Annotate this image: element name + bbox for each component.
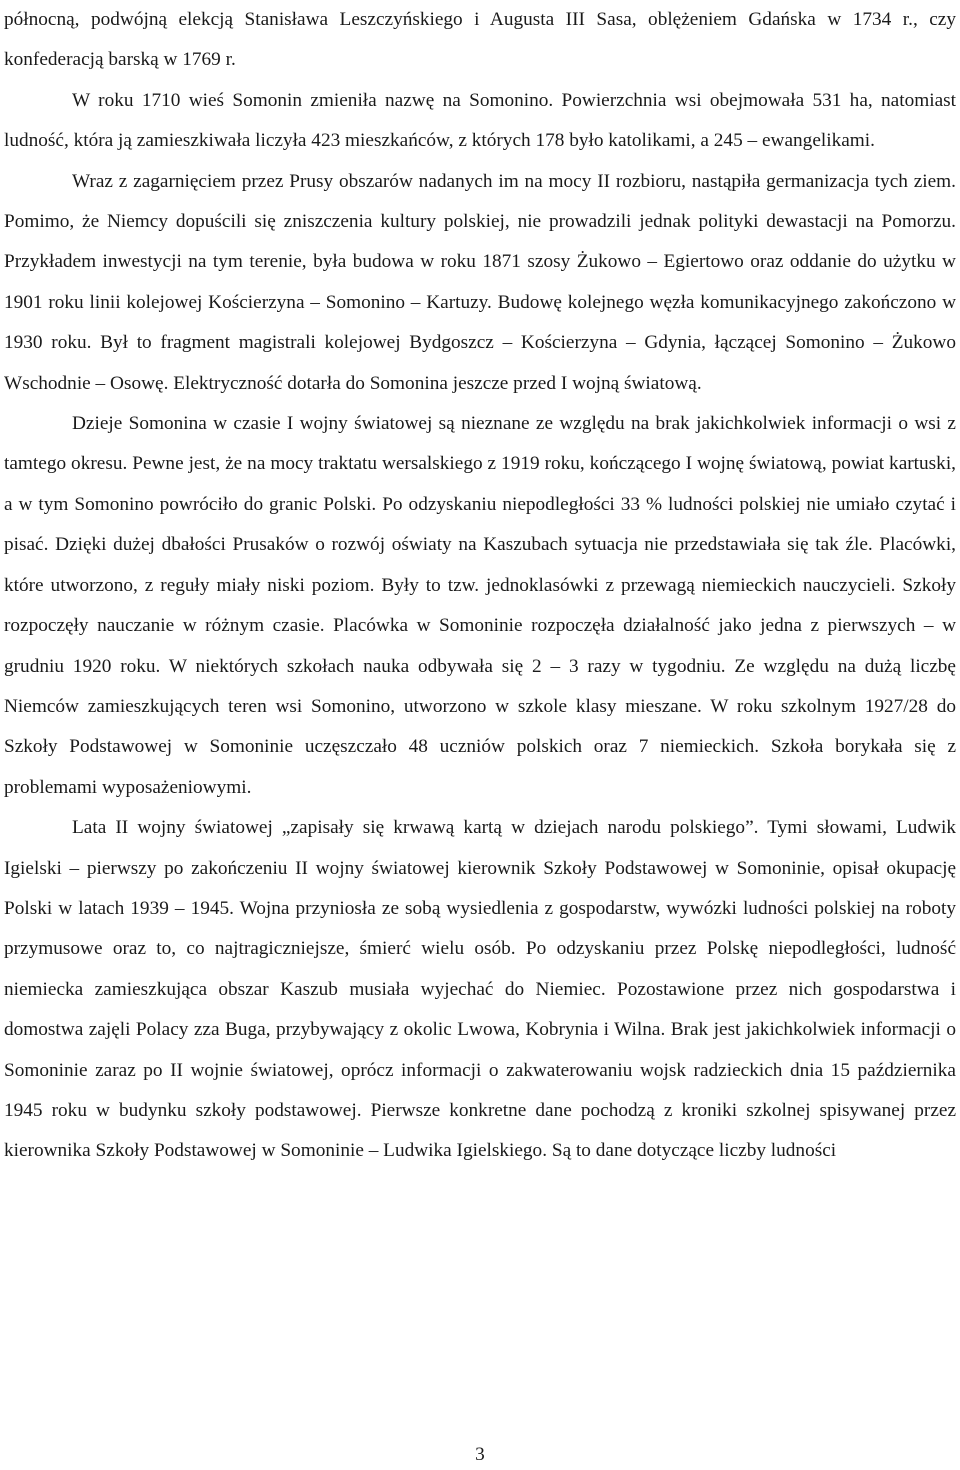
document-page	[4, 0, 956, 1172]
paragraph-world-war-one: Dzieje Somonina w czasie I wojny światowej są nieznane ze względu na brak jakichkolwiek informacji o wsi z tamtego okresu. Pewne jest, że na mocy traktatu wersalskiego z 1919 roku, kończącego I wojnę światową, powiat kartuski, a w tym Somonino powróciło do granic Polski. Po odzyskaniu niepodległości 33 % ludności polskiej nie umiało czytać i pisać. Dzięki dużej dbałości Prusaków o rozwój oświaty na Kaszubach sytuacja nie przedstawiała się tak źle. Placówki, które utworzono, z reguły miały niski poziom. Były to tzw. jednoklasówki z przewagą niemieckich nauczycieli. Szkoły rozpoczęły nauczanie w różnym czasie. Placówka w Somoninie rozpoczęła działalność jako jedna z pierwszych – w grudniu 1920 roku. W niektórych szkołach nauka odbywała się 2 – 3 razy w tygodniu. Ze względu na dużą liczbę Niemców zamieszkujących teren wsi Somonino, utworzono w szkole klasy mieszane. W roku szkolnym 1927/28 do Szkoły Podstawowej w Somoninie uczęszczało 48 uczniów polskich oraz 7 niemieckich. Szkoła borykała się z problemami wyposażeniowymi.	[4, 413, 956, 798]
paragraph-continuation: północną, podwójną elekcją Stanisława Leszczyńskiego i Augusta III Sasa, oblężeniem Gdańska w 1734 r., czy konfederacją barską w 1769 r.	[4, 9, 956, 71]
paragraph-somonino-name: W roku 1710 wieś Somonin zmieniła nazwę na Somonino. Powierzchnia wsi obejmowała 531 ha, natomiast ludność, która ją zamieszkiwała liczyła 423 mieszkańców, z których 178 było katolikami, a 245 – ewangelikami.	[4, 89, 956, 152]
paragraph-prussian-rule: Wraz z zagarnięciem przez Prusy obszarów nadanych im na mocy II rozbioru, nastąpiła germanizacja tych ziem. Pomimo, że Niemcy dopuścili się zniszczenia kultury polskiej, nie prowadzili jednak polityki dewastacji na Pomorzu. Przykładem inwestycji na tym terenie, była budowa w roku 1871 szosy Żukowo – Egiertowo oraz oddanie do użytku w 1901 roku linii kolejowej Kościerzyna – Somonino – Kartuzy. Budowę kolejnego węzła komunikacyjnego zakończono w 1930 roku. Był to fragment magistrali kolejowej Bydgoszcz – Kościerzyna – Gdynia, łączącej Somonino – Żukowo Wschodnie – Osowę. Elektryczność dotarła do Somonina jeszcze przed I wojną światową.	[4, 170, 956, 394]
paragraph-world-war-two: Lata II wojny światowej „zapisały się krwawą kartą w dziejach narodu polskiego”. Tymi słowami, Ludwik Igielski – pierwszy po zakończeniu II wojny światowej kierownik Szkoły Podstawowej w Somoninie, opisał okupację Polski w latach 1939 – 1945. Wojna przyniosła ze sobą wysiedlenia z gospodarstw, wywózki ludności polskiej na roboty przymusowe oraz to, co najtragiczniejsze, śmierć wielu osób. Po odzyskaniu przez Polskę niepodległości, ludność niemiecka zamieszkująca obszar Kaszub musiała wyjechać do Niemiec. Pozostawione przez nich gospodarstwa i domostwa zajęli Polacy zza Buga, przybywający z okolic Lwowa, Kobrynia i Wilna. Brak jest jakichkolwiek informacji o Somoninie zaraz po II wojnie światowej, oprócz informacji o zakwaterowaniu wojsk radzieckich dnia 15 października 1945 roku w budynku szkoły podstawowej. Pierwsze konkretne dane pochodzą z kroniki szkolnej spisywanej przez kierownika Szkoły Podstawowej w Somoninie – Ludwika Igielskiego. Są to dane dotyczące liczby ludności	[4, 817, 956, 1162]
page-number: 3	[475, 1444, 485, 1465]
